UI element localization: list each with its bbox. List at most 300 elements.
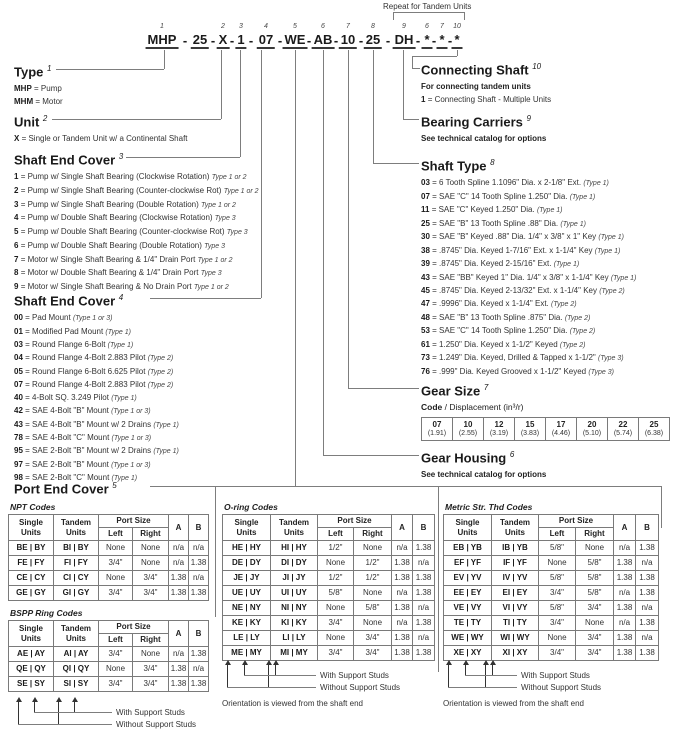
tandem-units-code: BI | BY (54, 541, 99, 556)
leader-line (164, 50, 165, 69)
item-type-note: (Type 1) (594, 247, 621, 255)
port-left: 5/8" (539, 571, 576, 586)
col-port-size: Port Size (318, 515, 392, 528)
table-row (9, 662, 209, 677)
single-units-code: GE | GY (9, 586, 54, 601)
item-desc: = Modified Pad Mount (25, 326, 104, 336)
value-b: n/a (189, 662, 209, 677)
type-list (14, 83, 63, 108)
list-item (14, 312, 179, 325)
item-type-note: (Type 3) (588, 368, 614, 376)
item-code: 8 (14, 268, 19, 278)
item-desc: = Pump w/ Double Shaft Bearing (Clockwise Rotation) (20, 213, 213, 223)
single-units-code: NE | NY (223, 601, 271, 616)
single-units-code: EB | YB (444, 541, 492, 556)
gear-displacement: (2.55) (458, 430, 478, 438)
orientation-note: Orientation is viewed from the shaft end (222, 699, 363, 708)
col-a: A (614, 515, 636, 541)
value-a: 1.38 (614, 631, 636, 646)
code-separator: - (385, 33, 391, 48)
value-b: 1.38 (189, 586, 209, 601)
segment-position-number: 6 (321, 23, 325, 30)
without-support-studs-label: Without Support Studs (320, 683, 401, 692)
value-a: 1.38 (392, 601, 413, 616)
item-type-note: (Type 1 or 3) (72, 315, 113, 323)
item-code: 43 (14, 419, 23, 429)
section-unit (14, 112, 188, 146)
tandem-units-code: MI | MY (271, 646, 318, 661)
item-desc: = 4-Bolt SQ. 3.249 Pilot (25, 393, 109, 403)
tandem-units-code: KI | KY (271, 616, 318, 631)
item-code: 03 (421, 178, 430, 188)
col-a: A (169, 515, 189, 541)
section-sup: 4 (118, 293, 124, 302)
item-desc: = .9996" Dia. Keyed x 1-1/4" Ext. (432, 299, 549, 309)
item-desc: = .8745" Dia. Keyed 2-15/16" Ext. (432, 259, 552, 269)
list-item (14, 254, 259, 268)
item-type-note: (Type 1) (153, 448, 179, 456)
unit-list (14, 133, 188, 146)
item-desc: = SAE "B" Keyed .88" Dia. 1/4" x 3/8" x 1" Key (432, 232, 597, 242)
segment-position-number: 5 (293, 23, 297, 30)
list-item (14, 185, 259, 199)
item-desc: = .8745" Dia. Keyed 2-13/32" Ext. x 1-1/4" Key (432, 285, 597, 295)
value-a: 1.38 (169, 662, 189, 677)
segment-position-number: 9 (402, 23, 406, 30)
port-left: None (539, 631, 576, 646)
section-title (14, 112, 188, 129)
list-item (14, 366, 179, 379)
gear-code: 12 (494, 420, 504, 430)
gear-displacement: (3.83) (520, 430, 540, 438)
legend-line (227, 687, 316, 688)
value-b: n/a (636, 556, 659, 571)
port-left: 3/4" (318, 616, 354, 631)
section-type (14, 62, 63, 109)
leader-line (323, 50, 324, 455)
value-a: 1.38 (392, 631, 413, 646)
section-title-text: Shaft End Cover (14, 152, 116, 168)
value-a: n/a (169, 647, 189, 662)
gear-displacement: (3.19) (489, 430, 509, 438)
item-desc: = SAE 4-Bolt "B" Mount (25, 406, 109, 416)
item-desc: = Motor w/ Single Shaft Bearing & 1/4" Drain Port (20, 254, 196, 264)
list-item (14, 133, 188, 146)
tandem-units-code: XI | XY (492, 646, 539, 661)
port-left: None (99, 541, 133, 556)
value-b: 1.38 (413, 616, 435, 631)
item-desc: = Pump w/ Single Shaft Bearing (Double Rotation) (20, 199, 199, 209)
item-type-note: (Type 1) (553, 261, 580, 269)
single-units-code: BE | BY (9, 541, 54, 556)
item-type-note: (Type 2) (147, 381, 174, 389)
item-code: MHM (14, 97, 34, 107)
oring-codes-table (222, 514, 435, 661)
list-item (421, 204, 636, 217)
tandem-units-code: DI | DY (271, 556, 318, 571)
up-arrow-icon (34, 702, 35, 712)
tandem-units-code: UI | UY (271, 586, 318, 601)
section-title (421, 448, 546, 465)
gear-size-cell (484, 418, 515, 441)
segment-code: * (437, 33, 448, 49)
port-right: 3/4" (576, 631, 614, 646)
section-connecting-shaft (421, 60, 551, 107)
item-desc: = SAE "C" 14 Tooth Spline 1.250" Dia. (432, 326, 568, 336)
gear-code: 22 (618, 420, 628, 430)
segment-code: MHP (147, 32, 177, 47)
value-a: n/a (614, 616, 636, 631)
item-type-note: (Type 2) (564, 314, 591, 322)
section-title-text: Connecting Shaft (421, 62, 529, 78)
section-title-text: Unit (14, 114, 40, 130)
leader-line (457, 50, 458, 56)
repeat-tandem-label: Repeat for Tandem Units (383, 2, 472, 11)
model-code-segment (235, 22, 246, 49)
segment-position-number (191, 22, 209, 31)
model-code-segment (257, 22, 275, 49)
item-type-note: Type 3 (200, 270, 222, 278)
list-item (14, 392, 179, 405)
leader-line (221, 50, 222, 119)
legend-line (448, 687, 517, 688)
list-item (421, 325, 636, 338)
list-item (421, 298, 636, 311)
value-a: 1.38 (169, 586, 189, 601)
value-a: n/a (392, 541, 413, 556)
list-item (14, 419, 179, 432)
item-code: 61 (421, 339, 430, 349)
item-type-note: (Type 1) (610, 274, 637, 282)
table-row (9, 541, 209, 556)
value-b: 1.38 (413, 571, 435, 586)
model-code-segment (191, 22, 209, 49)
model-code-segment (339, 22, 357, 49)
bspp-support-stud-legend (14, 697, 214, 731)
item-type-note: Type 1 or 2 (223, 188, 259, 196)
col-right: Right (133, 528, 169, 541)
gear-displacement: (4.46) (551, 430, 571, 438)
item-code: 42 (14, 406, 23, 416)
value-a: 1.38 (614, 646, 636, 661)
list-item (421, 366, 636, 379)
single-units-code: EE | EY (444, 586, 492, 601)
item-code: 53 (421, 326, 430, 336)
item-desc: = Pad Mount (25, 313, 71, 323)
list-item (14, 432, 179, 445)
gear-displacement: (1.91) (427, 430, 447, 438)
item-type-note: (Type 2) (569, 328, 596, 336)
single-units-code: CE | CY (9, 571, 54, 586)
up-arrow-icon (485, 665, 486, 687)
item-type-note: (Type 1) (560, 220, 586, 228)
port-right: 5/8" (576, 556, 614, 571)
tandem-units-code: FI | FY (54, 556, 99, 571)
segment-position-number: 7 (440, 23, 444, 30)
item-desc: = 6 Tooth Spline 1.1096" Dia. x 2-1/8" Ext. (432, 178, 582, 188)
list-item (14, 83, 63, 96)
section-title (421, 381, 670, 398)
section-title-text: Type (14, 64, 44, 80)
item-code: 00 (14, 313, 23, 323)
item-type-note: (Type 1) (111, 395, 137, 403)
connecting-shaft-list (421, 94, 551, 107)
port-left: None (99, 571, 133, 586)
legend-line (18, 724, 112, 725)
table-row (444, 601, 659, 616)
col-right: Right (576, 528, 614, 541)
up-arrow-icon (18, 702, 19, 724)
table-row (9, 647, 209, 662)
legend-line (465, 675, 517, 676)
item-desc: = SAE "C" 14 Tooth Spline 1.250" Dia. (432, 191, 568, 201)
with-support-studs-label: With Support Studs (521, 671, 590, 680)
port-right: 1/2" (354, 556, 392, 571)
item-type-note: Type 1 or 2 (193, 283, 229, 291)
col-single-units: Single Units (9, 621, 54, 647)
item-type-note: (Type 1) (569, 193, 596, 201)
item-code: 48 (421, 312, 430, 322)
col-port-size: Port Size (99, 621, 169, 634)
table-row (9, 586, 209, 601)
leader-line (348, 50, 349, 388)
port-left: 1/2" (318, 541, 354, 556)
value-a: 1.38 (614, 556, 636, 571)
tandem-units-code: IF | YF (492, 556, 539, 571)
gear-code: 25 (649, 420, 659, 430)
section-shaft-end-cover-4 (14, 291, 179, 485)
bspp-codes-label: BSPP Ring Codes (10, 608, 83, 618)
section-subtitle: For connecting tandem units (421, 82, 531, 92)
section-title (421, 112, 546, 129)
single-units-code: SE | SY (9, 677, 54, 692)
leader-line (150, 486, 661, 487)
gear-size-cell (577, 418, 608, 441)
section-title-text: Gear Size (421, 383, 481, 399)
port-right: 3/4" (133, 662, 169, 677)
code-separator: - (306, 33, 312, 48)
table-row (223, 646, 435, 661)
port-left: 3/4" (539, 586, 576, 601)
item-desc: = SAE "BB" Keyed 1" Dia. 1/4" x 3/8" x 1-1/4" Key (432, 272, 609, 282)
segment-code: DH (394, 32, 414, 47)
gear-size-subtitle (421, 402, 670, 412)
port-left: None (318, 556, 354, 571)
single-units-code: DE | DY (223, 556, 271, 571)
single-units-code: KE | KY (223, 616, 271, 631)
npt-codes-label: NPT Codes (10, 502, 56, 512)
port-left: None (539, 556, 576, 571)
shaft-end-cover-4-list (14, 312, 179, 485)
port-left: 3/4" (318, 646, 354, 661)
value-a: 1.38 (614, 571, 636, 586)
value-b: 1.38 (189, 677, 209, 692)
code-separator: - (277, 33, 283, 48)
up-arrow-icon (74, 702, 75, 712)
gear-displacement: (5.10) (582, 430, 602, 438)
value-b: 1.38 (636, 541, 659, 556)
col-left: Left (318, 528, 354, 541)
single-units-code: HE | HY (223, 541, 271, 556)
model-code-segment (312, 22, 335, 49)
model-code-segment (217, 22, 230, 49)
tandem-units-code: IB | YB (492, 541, 539, 556)
item-code: 04 (14, 353, 23, 363)
gear-size-subtitle-code: Code (421, 402, 443, 413)
tandem-units-code: AI | AY (54, 647, 99, 662)
single-units-code: ME | MY (223, 646, 271, 661)
item-code: 07 (421, 191, 430, 201)
port-right: None (576, 616, 614, 631)
item-desc: = SAE 2-Bolt "B" Mount w/ 2 Drains (25, 446, 152, 456)
item-code: 95 (14, 446, 23, 456)
item-desc: = Motor (35, 97, 63, 107)
section-title-text: Gear Housing (421, 450, 507, 466)
item-code: 30 (421, 232, 430, 242)
section-shaft-type (421, 156, 636, 379)
tandem-units-code: HI | HY (271, 541, 318, 556)
item-type-note: (Type 1 or 3) (111, 461, 151, 469)
item-desc: = .999" Dia. Keyed Grooved x 1-1/2" Keyed (432, 366, 587, 376)
gear-displacement: (5.74) (613, 430, 633, 438)
col-port-size: Port Size (539, 515, 614, 528)
item-code: 97 (14, 459, 23, 469)
bspp-codes-table (8, 620, 209, 692)
gear-size-cell (453, 418, 484, 441)
item-code: 9 (14, 281, 19, 291)
value-b: 1.38 (636, 586, 659, 601)
section-shaft-end-cover-3 (14, 150, 259, 295)
port-right: 1/2" (354, 571, 392, 586)
port-right: 3/4" (576, 646, 614, 661)
port-right: 3/4" (133, 586, 169, 601)
value-b: 1.38 (636, 571, 659, 586)
table-row (444, 631, 659, 646)
single-units-code: FE | FY (9, 556, 54, 571)
item-desc: = Round Flange 6-Bolt (25, 339, 106, 349)
item-code: 11 (421, 205, 430, 215)
value-a: n/a (614, 586, 636, 601)
port-left: None (99, 662, 133, 677)
repeat-tandem-bracket (393, 12, 465, 20)
code-separator: - (229, 33, 235, 48)
port-left: 1/2" (318, 571, 354, 586)
gear-size-cell (422, 418, 453, 441)
table-row (444, 616, 659, 631)
gear-size-cell (546, 418, 577, 441)
item-type-note: (Type 1) (598, 234, 624, 242)
port-right: 5/8" (576, 586, 614, 601)
segment-position-number: 1 (160, 23, 164, 30)
value-b: 1.38 (413, 541, 435, 556)
list-item (14, 339, 179, 352)
port-left: None (318, 631, 354, 646)
port-right: None (354, 541, 392, 556)
leader-line (323, 455, 419, 456)
item-desc: = Motor w/ Double Shaft Bearing & 1/4" Drain Port (20, 268, 199, 278)
list-item (421, 312, 636, 325)
col-single-units: Single Units (223, 515, 271, 541)
col-right: Right (354, 528, 392, 541)
model-code-segment (146, 22, 179, 49)
item-desc: = SAE 4-Bolt "B" Mount w/ 2 Drains (25, 419, 152, 429)
value-b: n/a (189, 541, 209, 556)
table-row (444, 646, 659, 661)
item-type-note: Type 3 (214, 215, 236, 223)
item-desc: = SAE 2-Bolt "C" Mount (25, 472, 110, 482)
tandem-units-code: TI | TY (492, 616, 539, 631)
section-sup: 5 (112, 481, 117, 490)
table-row (444, 541, 659, 556)
item-desc: = Round Flange 6-Bolt 6.625 Pilot (25, 366, 146, 376)
with-support-studs-label: With Support Studs (116, 708, 185, 717)
list-item (421, 94, 551, 107)
tandem-units-code: CI | CY (54, 571, 99, 586)
tandem-units-code: GI | GY (54, 586, 99, 601)
port-right: None (354, 586, 392, 601)
item-desc: = Pump w/ Single Shaft Bearing (Clockwise Rotation) (20, 172, 210, 182)
segment-position-number: 7 (346, 23, 350, 30)
item-code: 43 (421, 272, 430, 282)
model-code-segment (437, 22, 448, 49)
col-tandem-units: Tandem Units (54, 515, 99, 541)
port-left: 3/4" (99, 677, 133, 692)
section-sup: 1 (47, 64, 52, 73)
segment-code: 10 (340, 32, 356, 47)
item-type-note: (Type 1 or 3) (111, 408, 151, 416)
table-row (9, 677, 209, 692)
list-item (421, 285, 636, 298)
list-item (14, 405, 179, 418)
without-support-studs-label: Without Support Studs (116, 720, 197, 729)
value-b: n/a (636, 601, 659, 616)
col-a: A (169, 621, 189, 647)
section-title (14, 291, 179, 308)
list-item (14, 352, 179, 365)
item-type-note: (Type 1) (583, 180, 609, 188)
table-row (223, 601, 435, 616)
port-right: None (133, 541, 169, 556)
col-tandem-units: Tandem Units (54, 621, 99, 647)
item-type-note: (Type 1 or 3) (111, 435, 152, 442)
port-right: 5/8" (354, 601, 392, 616)
segment-code: WE (284, 32, 306, 47)
item-desc: = SAE 4-Bolt "C" Mount (25, 433, 110, 442)
leader-line (403, 50, 404, 119)
col-b: B (636, 515, 659, 541)
table-row (9, 571, 209, 586)
tandem-units-code: WI | WY (492, 631, 539, 646)
item-code: 39 (421, 259, 430, 269)
value-a: 1.38 (169, 677, 189, 692)
port-right: None (133, 647, 169, 662)
leader-line (412, 68, 420, 69)
value-a: n/a (169, 541, 189, 556)
item-desc: = Round Flange 4-Bolt 2.883 Pilot (25, 379, 146, 389)
code-separator: - (248, 33, 254, 48)
leader-line (56, 69, 164, 70)
item-code: 3 (14, 199, 19, 209)
col-right: Right (133, 634, 169, 647)
item-code: 1 (421, 95, 426, 105)
section-subtitle: See technical catalog for options (421, 470, 547, 480)
gear-displacement: (6.38) (644, 430, 664, 438)
list-item (421, 231, 636, 244)
item-type-note: (Type 2) (559, 341, 586, 349)
item-type-note: Type 1 or 2 (201, 201, 236, 209)
gear-size-subtitle-rest: / Displacement (in³/r) (442, 402, 524, 413)
value-b: n/a (413, 601, 435, 616)
